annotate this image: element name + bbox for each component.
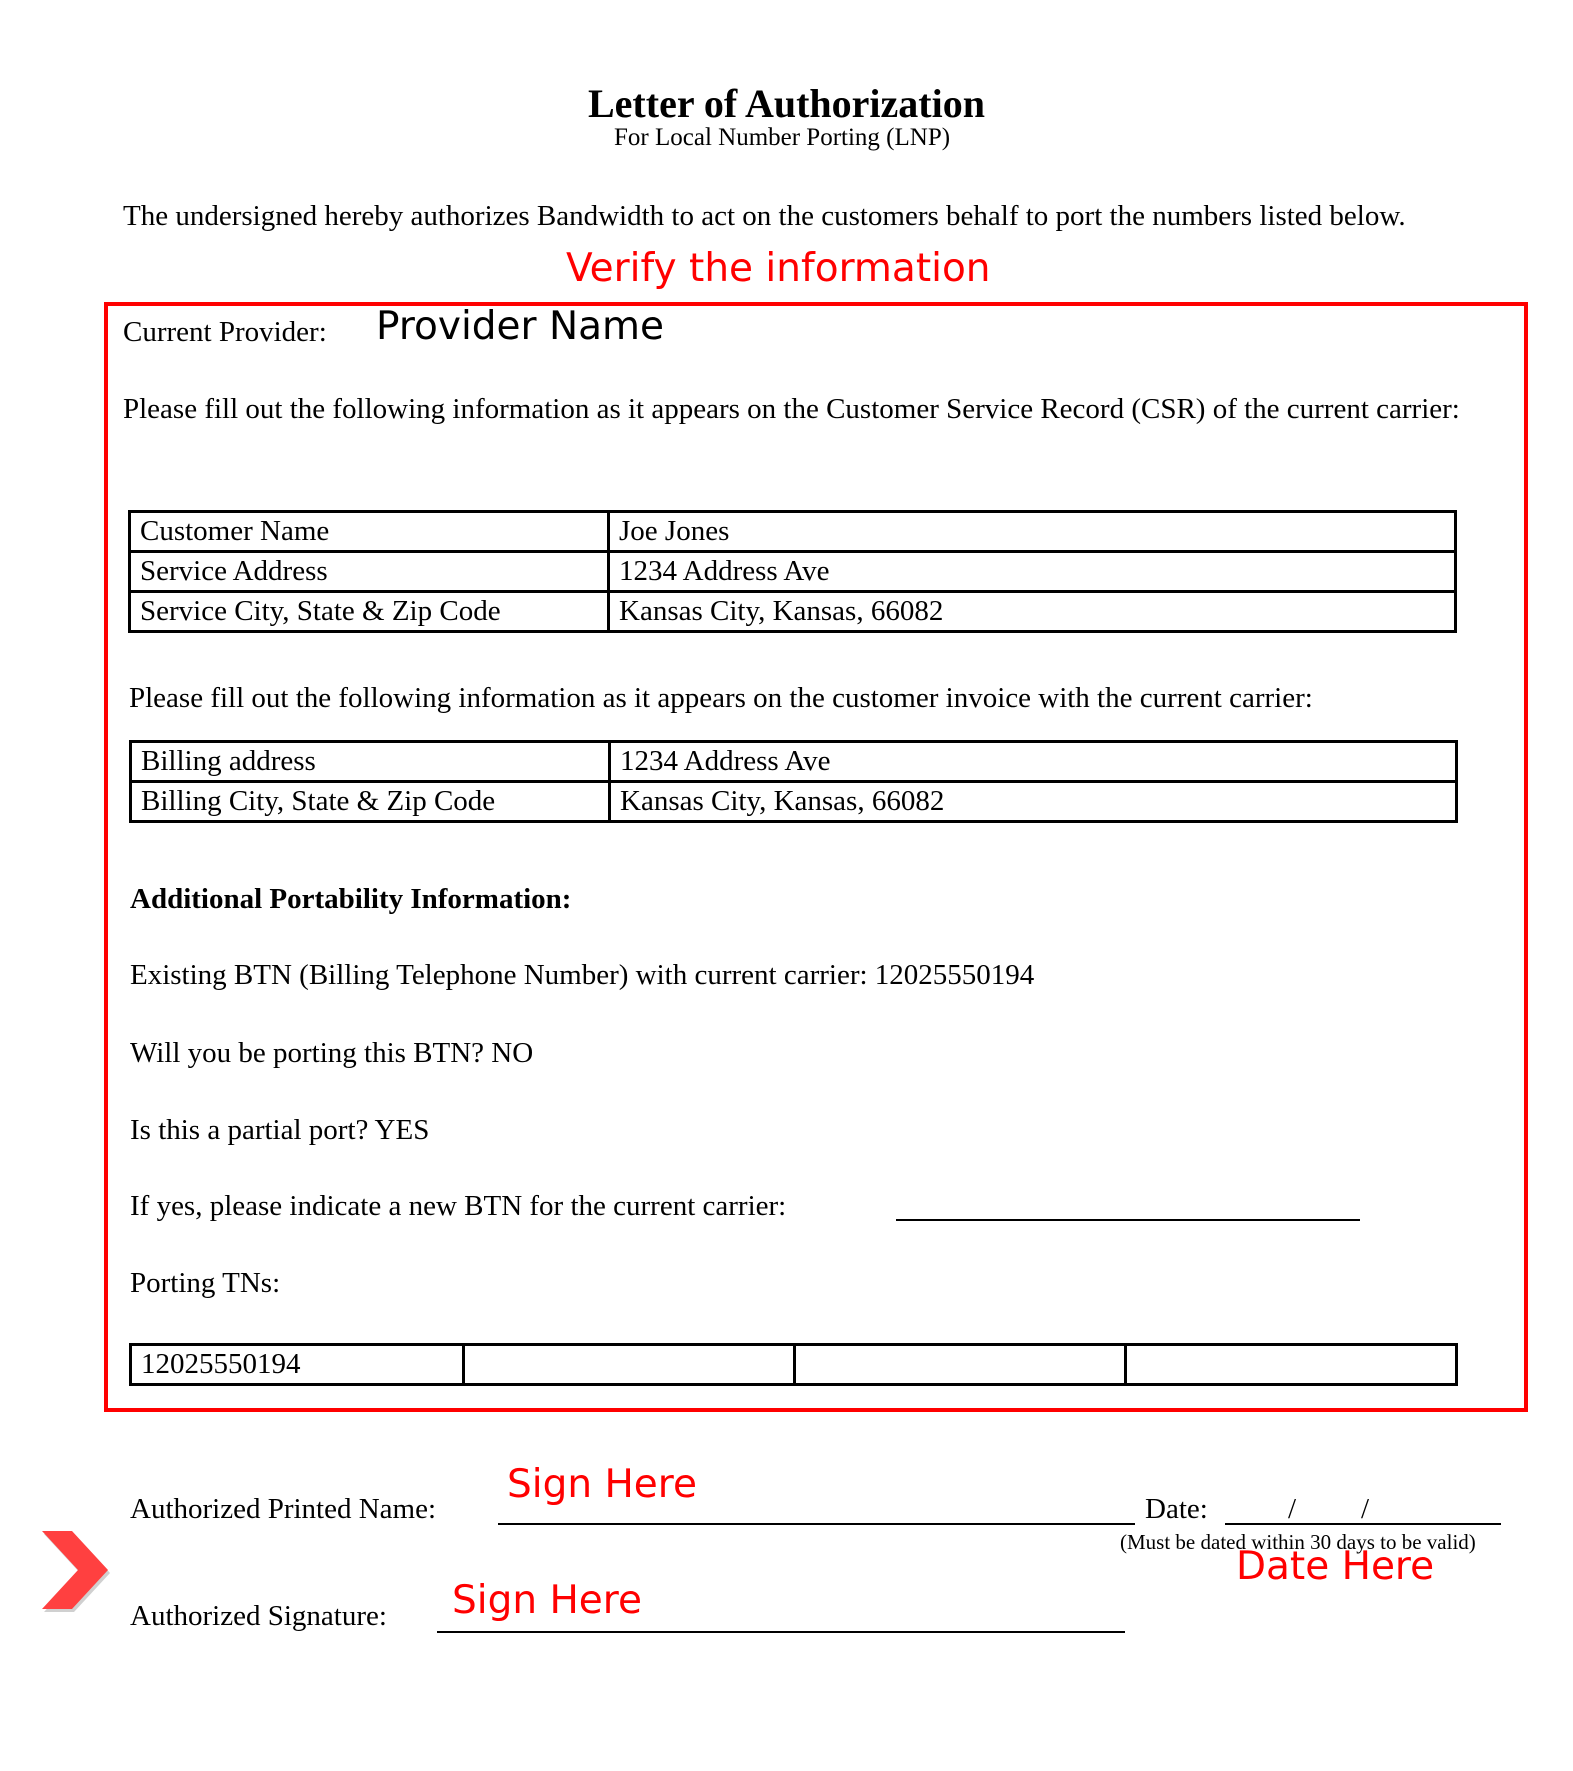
date-note: (Must be dated within 30 days to be valid) [1120, 1530, 1476, 1554]
invoice-label: Billing address [131, 742, 610, 782]
existing-btn-line: Existing BTN (Billing Telephone Number) with current carrier: 12025550194 [130, 959, 1035, 991]
table-row [130, 552, 1456, 592]
porting-tn-cell[interactable] [463, 1345, 794, 1385]
date-here-annotation: Date Here [1236, 1544, 1435, 1589]
table-row [130, 592, 1456, 632]
new-btn-field[interactable] [896, 1219, 1360, 1221]
chevron-right-icon [38, 1525, 112, 1615]
csr-label: Service City, State & Zip Code [130, 592, 609, 632]
verify-highlight-box [104, 302, 1528, 1412]
page-title: Letter of Authorization [588, 81, 985, 126]
porting-tns-table [129, 1343, 1458, 1386]
printed-name-label: Authorized Printed Name: [130, 1493, 437, 1525]
porting-btn-line: Will you be porting this BTN? NO [130, 1037, 534, 1069]
verify-annotation: Verify the information [566, 246, 991, 291]
csr-instruction: Please fill out the following information as it appears on the Customer Service Record (CSR) of the current carrier: [123, 393, 1460, 425]
csr-value[interactable]: Kansas City, Kansas, 66082 [609, 592, 1456, 632]
csr-value[interactable]: Joe Jones [609, 512, 1456, 552]
table-row [130, 512, 1456, 552]
csr-value[interactable]: 1234 Address Ave [609, 552, 1456, 592]
sign-here-annotation: Sign Here [507, 1462, 697, 1507]
partial-port-line: Is this a partial port? YES [130, 1114, 430, 1146]
invoice-label: Billing City, State & Zip Code [131, 782, 610, 822]
table-row [131, 1345, 1457, 1385]
sign-here-annotation: Sign Here [452, 1578, 642, 1623]
porting-tn-cell[interactable] [794, 1345, 1125, 1385]
invoice-value[interactable]: Kansas City, Kansas, 66082 [610, 782, 1457, 822]
table-row [131, 782, 1457, 822]
date-slash: / [1288, 1493, 1297, 1525]
new-btn-label: If yes, please indicate a new BTN for the current carrier: [130, 1190, 787, 1222]
provider-label: Current Provider: [123, 316, 327, 348]
printed-name-field[interactable] [498, 1523, 1135, 1525]
csr-label: Service Address [130, 552, 609, 592]
porting-tn-cell[interactable]: 12025550194 [131, 1345, 464, 1385]
table-row [131, 742, 1457, 782]
invoice-value[interactable]: 1234 Address Ave [610, 742, 1457, 782]
invoice-table [129, 740, 1458, 823]
date-slash: / [1361, 1493, 1370, 1525]
page-subtitle: For Local Number Porting (LNP) [614, 124, 951, 151]
signature-field[interactable] [437, 1631, 1125, 1633]
porting-tns-label: Porting TNs: [130, 1267, 281, 1299]
additional-heading: Additional Portability Information: [130, 883, 572, 915]
csr-label: Customer Name [130, 512, 609, 552]
signature-label: Authorized Signature: [130, 1600, 387, 1632]
porting-tn-cell[interactable] [1125, 1345, 1456, 1385]
date-label: Date: [1145, 1493, 1208, 1525]
provider-value[interactable]: Provider Name [376, 304, 665, 349]
intro-paragraph: The undersigned hereby authorizes Bandwidth to act on the customers behalf to port the numbers listed below. [123, 200, 1406, 232]
csr-table [128, 510, 1457, 633]
invoice-instruction: Please fill out the following information as it appears on the customer invoice with the current carrier: [129, 682, 1313, 714]
